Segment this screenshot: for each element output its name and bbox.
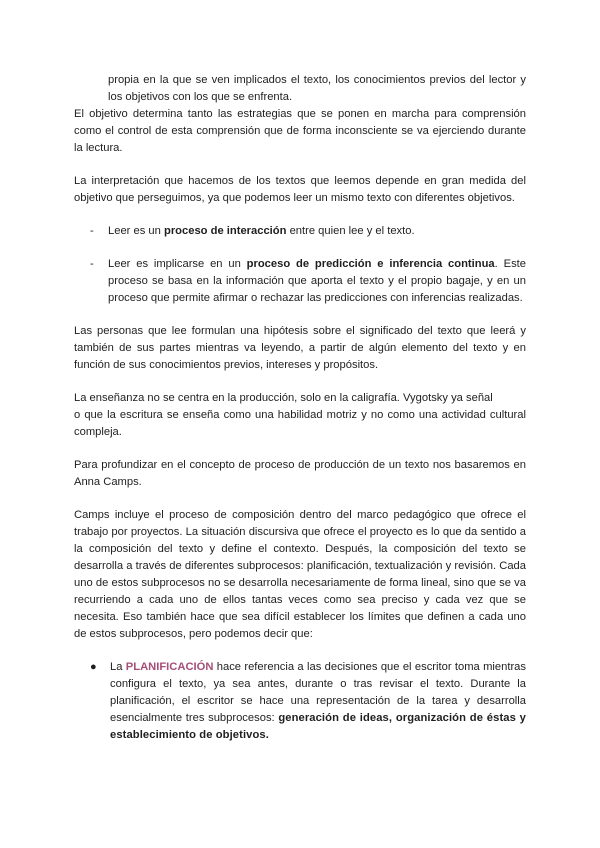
paragraph-vygotsky-line2: o que la escritura se enseña como una habilidad motriz y no como una actividad cultural compleja.	[74, 409, 526, 438]
paragraph-interpretation: La interpretación que hacemos de los textos que leemos depende en gran medida del objetivo que perseguimos, ya que podemos leer un mismo texto con diferentes objetivos.	[74, 175, 526, 204]
list-item-interaction	[74, 223, 526, 240]
list-item-text: Leer es un	[108, 225, 164, 237]
bullet-text: La	[110, 661, 126, 673]
list-item-text: . Este proceso se basa en la información que aporta el texto y el propio bagaje, y en un proceso que permite afirmar o rechazar las predicciones con inferencias realizadas.	[108, 258, 527, 304]
list-item-bold: proceso de predicción e inferencia continua	[246, 258, 495, 270]
paragraph-objective: El objetivo determina tanto las estrategias que se ponen en marcha para comprensión como el control de esta comprensión que de forma inconsciente se va ejerciendo durante la lectura.	[74, 108, 526, 154]
highlight-term: PLANIFICACIÓN	[125, 661, 214, 673]
bullet-item-planificacion	[74, 659, 526, 744]
bullet-bold-text: generación de ideas, organización de éstas y establecimiento de objetivos.	[110, 712, 526, 741]
list-item-text: Leer es implicarse en un	[108, 258, 247, 270]
paragraph-anna-camps: Para profundizar en el concepto de proceso de producción de un texto nos basaremos en Anna Camps.	[74, 459, 526, 488]
dash-marker: -	[90, 258, 94, 270]
bullet-dot: ●	[90, 661, 97, 673]
paragraph-composition: Camps incluye el proceso de composición dentro del marco pedagógico que ofrece el trabajo por proyectos. La situación discursiva que ofrece el proyecto es lo que da sentido a la composición del texto y define el contexto. Después, la composición del texto se desarrolla a través de diferentes subprocesos: planificación, textualización y revisión. Cada uno de estos subprocesos no se desarrolla necesariamente de forma lineal, sino que se va recurriendo a cada uno de ellos tantas veces como sea preciso y cada vez que se necesita. Eso también hace que sea difícil establecer los límites que definen a cada uno de estos subprocesos, pero podemos decir que:	[74, 509, 526, 640]
document-page	[74, 72, 526, 744]
bullet-text: hace referencia a las decisiones que el escritor toma mientras configura el texto, ya sea antes, durante o tras revisar el texto. Durante la planificación, el escritor se hace una representación de la tarea y desarrolla esencialmente tres subprocesos:	[110, 661, 526, 724]
list-item-prediction	[74, 256, 526, 307]
paragraph-vygotsky-line1: La enseñanza no se centra en la producción, solo en la caligrafía. Vygotsky ya señal	[74, 392, 493, 404]
dash-marker: -	[90, 225, 94, 237]
list-item-text: entre quien lee y el texto.	[286, 225, 415, 237]
paragraph-hypothesis: Las personas que lee formulan una hipótesis sobre el significado del texto que leerá y también de sus partes mientras va leyendo, a partir de algún elemento del texto y en función de sus conocimientos previos, intereses y propósitos.	[74, 325, 526, 371]
list-item-bold: proceso de interacción	[163, 225, 287, 237]
continuation-paragraph: propia en la que se ven implicados el texto, los conocimientos previos del lector y los objetivos con los que se enfrenta.	[108, 74, 526, 103]
